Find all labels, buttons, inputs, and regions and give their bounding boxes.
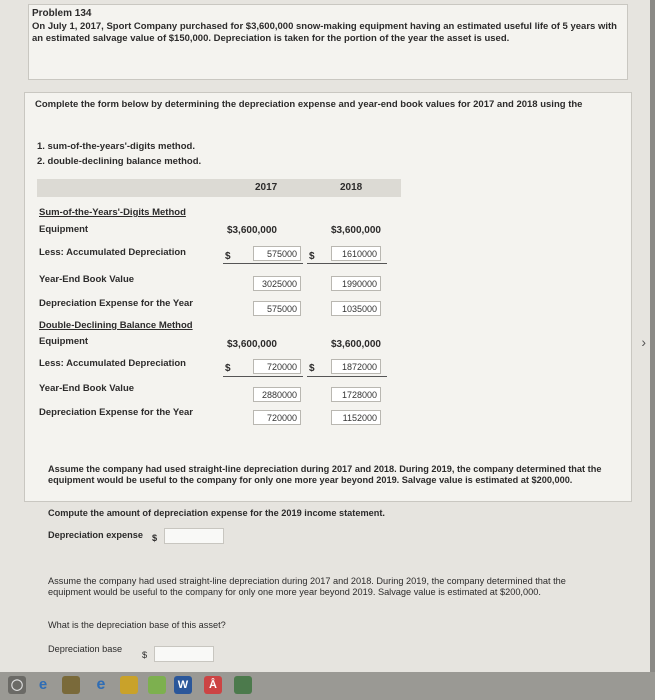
q1-dollar: $	[152, 533, 158, 543]
question-2-panel	[30, 570, 632, 672]
q2-prompt: What is the depreciation base of this asset?	[48, 620, 226, 630]
syd-book-2017-input[interactable]: 3025000	[253, 276, 301, 291]
syd-equipment-label: Equipment	[39, 224, 89, 235]
ddb-accum-2018-input[interactable]: 1872000	[331, 359, 381, 374]
syd-accum-dollar-2017: $	[225, 251, 231, 262]
ddb-underline-2017	[223, 376, 303, 377]
syd-accum-2018-input[interactable]: 1610000	[331, 246, 381, 261]
syd-accum-label: Less: Accumulated Depreciation	[39, 247, 186, 258]
ddb-equipment-2017: $3,600,000	[226, 339, 277, 350]
taskbar	[0, 672, 655, 700]
q1-text: Assume the company had used straight-line depreciation during 2017 and 2018. During 2019, the company determined that the equipment would be useful to the company for only one more year beyond 2019. Salvage value is estimated at $200,000.	[48, 464, 602, 485]
edge-icon[interactable]: e	[38, 676, 48, 693]
q2-text: Assume the company had used straight-line depreciation during 2017 and 2018. During 2019, the company determined that the equipment would be useful to the company for only one more year beyond 2019. Salvage value is estimated at $200,000.	[48, 576, 566, 597]
problem-text: On July 1, 2017, Sport Company purchased for $3,600,000 snow-making equipment having an estimated useful life of 5 years with an estimated salvage value of $150,000. Depreciation is taken for the portion of the year the asset is used.	[32, 21, 617, 44]
ddb-underline-2018	[307, 376, 387, 377]
syd-accum-dollar-2018: $	[309, 251, 315, 262]
syd-book-label: Year-End Book Value	[39, 274, 135, 285]
q1-prompt: Compute the amount of depreciation expense for the 2019 income statement.	[48, 508, 385, 518]
store-icon[interactable]	[148, 676, 166, 694]
ddb-accum-dollar-2018: $	[309, 363, 315, 374]
ddb-book-label: Year-End Book Value	[39, 383, 135, 394]
chevron-right-icon[interactable]: ›	[641, 334, 646, 350]
ddb-accum-2017-input[interactable]: 720000	[253, 359, 301, 374]
problem-title: Problem 134	[32, 8, 92, 19]
form-panel	[24, 92, 632, 502]
ddb-exp-label: Depreciation Expense for the Year	[39, 407, 193, 418]
ddb-book-2018-input[interactable]: 1728000	[331, 387, 381, 402]
start-icon[interactable]: ◯	[8, 676, 26, 694]
col-2017: 2017	[255, 182, 278, 193]
syd-underline-2017	[223, 263, 303, 264]
problem-panel	[28, 4, 628, 80]
syd-underline-2018	[307, 263, 387, 264]
ddb-equipment-2018: $3,600,000	[330, 339, 381, 350]
syd-exp-2017-input[interactable]: 575000	[253, 301, 301, 316]
column-header	[37, 179, 401, 197]
method-1: 1. sum-of-the-years'-digits method.	[37, 141, 195, 152]
q2-dollar: $	[142, 650, 148, 660]
ddb-accum-dollar-2017: $	[225, 363, 231, 374]
ddb-equipment-label: Equipment	[39, 336, 89, 347]
syd-heading: Sum-of-the-Years'-Digits Method	[39, 207, 186, 218]
folder-icon[interactable]	[120, 676, 138, 694]
acrobat-icon[interactable]: Å	[204, 676, 222, 694]
depreciation-expense-input[interactable]	[164, 528, 224, 544]
ddb-exp-2017-input[interactable]: 720000	[253, 410, 301, 425]
form-instructions: Complete the form below by determining the depreciation expense and year-end book values for 2017 and 2018 using the	[35, 99, 583, 110]
syd-equipment-2018: $3,600,000	[330, 225, 381, 236]
method-2: 2. double-declining balance method.	[37, 156, 202, 167]
q2-field-label: Depreciation base	[48, 644, 123, 654]
word-icon[interactable]: W	[174, 676, 192, 694]
syd-exp-label: Depreciation Expense for the Year	[39, 298, 193, 309]
syd-book-2018-input[interactable]: 1990000	[331, 276, 381, 291]
syd-equipment-2017: $3,600,000	[226, 225, 277, 236]
app-icon[interactable]	[234, 676, 252, 694]
ddb-heading: Double-Declining Balance Method	[39, 320, 193, 331]
q1-field-label: Depreciation expense	[48, 530, 143, 540]
syd-accum-2017-input[interactable]: 575000	[253, 246, 301, 261]
ddb-accum-label: Less: Accumulated Depreciation	[39, 358, 186, 369]
syd-exp-2018-input[interactable]: 1035000	[331, 301, 381, 316]
question-1-panel	[30, 450, 632, 566]
col-2018: 2018	[340, 182, 363, 193]
depreciation-base-input[interactable]	[154, 646, 214, 662]
internet-explorer-icon[interactable]: e	[96, 676, 106, 693]
ddb-book-2017-input[interactable]: 2880000	[253, 387, 301, 402]
ddb-exp-2018-input[interactable]: 1152000	[331, 410, 381, 425]
file-explorer-icon[interactable]	[62, 676, 80, 694]
